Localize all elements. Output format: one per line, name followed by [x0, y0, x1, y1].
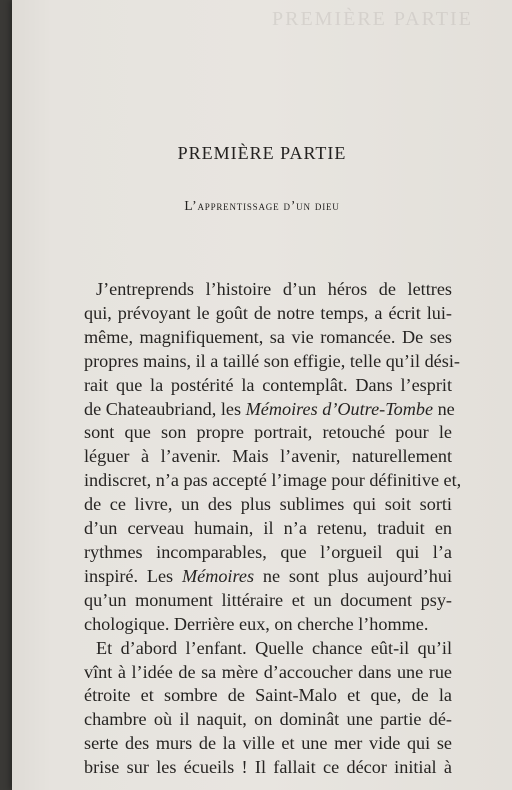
- text-segment: ne sont plus aujourd’hui: [262, 565, 452, 586]
- text-line: léguer à l’avenir. Mais l’avenir, naturellement: [84, 446, 452, 467]
- text-line: serte des murs de la ville et une mer vide qui se: [84, 733, 452, 754]
- text-line: d’un cerveau humain, il n’a retenu, traduit en: [84, 518, 452, 539]
- text-line: propres mains, il a taillé son effigie, telle qu’il dési-: [84, 350, 460, 371]
- text-line: rait que la postérité la contemplât. Dans l’esprit: [84, 374, 452, 395]
- text-line: brise sur les écueils ! Il fallait ce décor initial à: [84, 757, 452, 778]
- text-segment: de Chateaubriand, les: [84, 398, 242, 419]
- book-title-italic: Mémoires d’Outre-Tombe: [245, 398, 434, 419]
- text-line: sont que son propre portrait, retouché pour le: [84, 422, 452, 443]
- text-line: de ce livre, un des plus sublimes qui soit sorti: [84, 494, 452, 515]
- text-line: même, magnifiquement, sa vie romancée. De ses: [84, 326, 452, 347]
- text-line: chambre où il naquit, on dominât une partie dé-: [84, 709, 452, 730]
- body-text: [84, 278, 462, 780]
- text-line-with-title: [84, 565, 452, 589]
- text-line: étroite et sombre de Saint-Malo et que, de la: [84, 685, 452, 706]
- text-line: rythmes incomparables, que l’orgueil qui l’a: [84, 541, 452, 562]
- text-line: qu’un monument littéraire et un document psy-: [84, 589, 452, 610]
- part-title: PREMIÈRE PARTIE: [177, 143, 347, 163]
- text-segment: inspiré. Les: [84, 565, 174, 586]
- text-line: Et d’abord l’enfant. Quelle chance eût-il qu’il: [96, 637, 452, 658]
- text-line: chologique. Derrière eux, on cherche l’homme.: [84, 613, 429, 634]
- text-line-with-title: [84, 398, 455, 422]
- chapter-title: L’apprentissage d’un dieu: [184, 198, 340, 213]
- book-title-italic: Mémoires: [181, 565, 255, 586]
- book-page: [12, 0, 512, 790]
- text-line: qui, prévoyant le goût de notre temps, a écrit lui-: [84, 302, 452, 323]
- bleed-through-heading: PREMIÈRE PARTIE: [272, 8, 473, 30]
- text-line: vînt à l’idée de sa mère d’accoucher dans une rue: [84, 661, 452, 682]
- text-line: indiscret, n’a pas accepté l’image pour définitive et,: [84, 470, 462, 491]
- text-segment: ne: [437, 398, 455, 419]
- text-line: J’entreprends l’histoire d’un héros de lettres: [96, 279, 452, 299]
